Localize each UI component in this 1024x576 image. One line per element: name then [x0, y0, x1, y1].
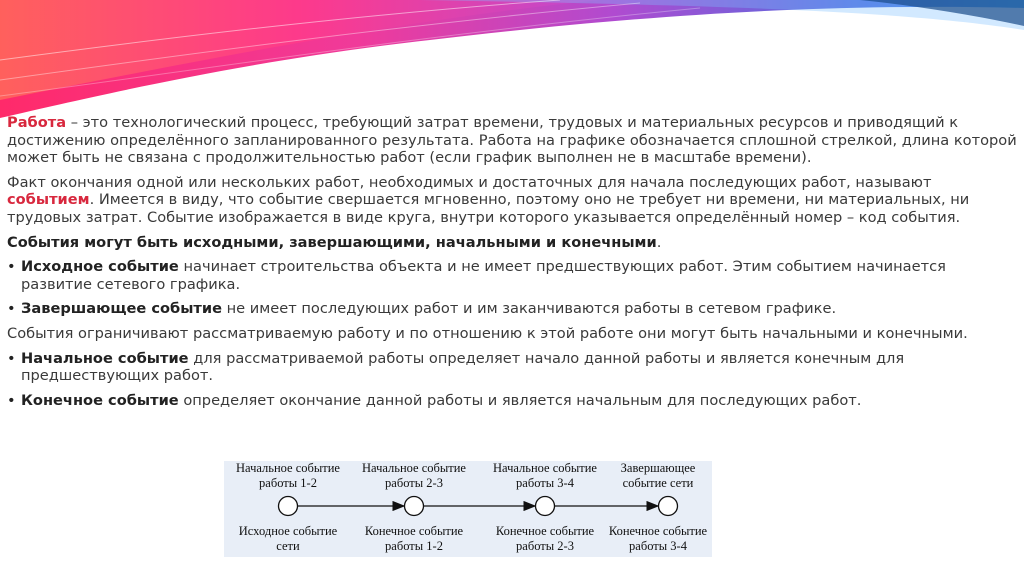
paragraph-work: Работа – это технологический процесс, требующий затрат времени, трудовых и материальных ресурсов и приводящий к достижению определённого запланированного результата. Работа на графике обозначается сплошной стрелкой, длина которой может быть не связана с продолжительностью работ (если график выполнен не в масштабе времени). — [7, 114, 1017, 167]
term-work: Работа — [7, 114, 67, 131]
bottom-label-4: Конечное событие работы 3-4 — [608, 524, 708, 553]
paragraph-event-types: События могут быть исходными, завершающими, начальными и конечными. — [7, 233, 662, 251]
bullet-initial-event: • Исходное событие начинает строительства объекта и не имеет предшествующих работ. Этим событием начинается развитие сетевого графика. — [7, 258, 1017, 293]
bottom-label-2: Конечное событие работы 1-2 — [364, 524, 464, 553]
paragraph-event-bounds: События ограничивают рассматриваемую работу и по отношению к этой работе они могут быть начальными и конечными. — [7, 324, 968, 342]
bottom-label-3: Конечное событие работы 2-3 — [495, 524, 595, 553]
decorative-banner — [0, 0, 1024, 118]
event-circle-4 — [659, 497, 678, 516]
bottom-label-1: Исходное событие сети — [238, 524, 338, 553]
bullet-start-event: • Начальное событие для рассматриваемой работы определяет начало данной работы и является конечным для предшествующих работ. — [7, 350, 1017, 385]
top-label-4: Завершающее событие сети — [620, 461, 696, 490]
slide-body — [7, 114, 1017, 416]
bullet-end-event: • Конечное событие определяет окончание данной работы и является начальным для последующих работ. — [7, 392, 1017, 410]
top-label-2: Начальное событие работы 2-3 — [362, 461, 466, 490]
top-label-3: Начальное событие работы 3-4 — [493, 461, 597, 490]
paragraph-event: Факт окончания одной или нескольких работ, необходимых и достаточных для начала последующих работ, называют событием. Имеется в виду, что событие свершается мгновенно, поэтому оно не требует ни времени, ни материальных, ни трудовых затрат. Событие изображается в виде круга, внутри которого указывается определённый номер – код события. — [7, 173, 970, 226]
event-circle-3 — [536, 497, 555, 516]
top-label-1: Начальное событие работы 1-2 — [236, 461, 340, 490]
event-circle-1 — [279, 497, 298, 516]
event-circle-2 — [405, 497, 424, 516]
network-diagram — [224, 461, 712, 557]
bullet-final-event: • Завершающее событие не имеет последующих работ и им заканчиваются работы в сетевом графике. — [7, 300, 1017, 318]
term-event: событием — [7, 191, 90, 209]
